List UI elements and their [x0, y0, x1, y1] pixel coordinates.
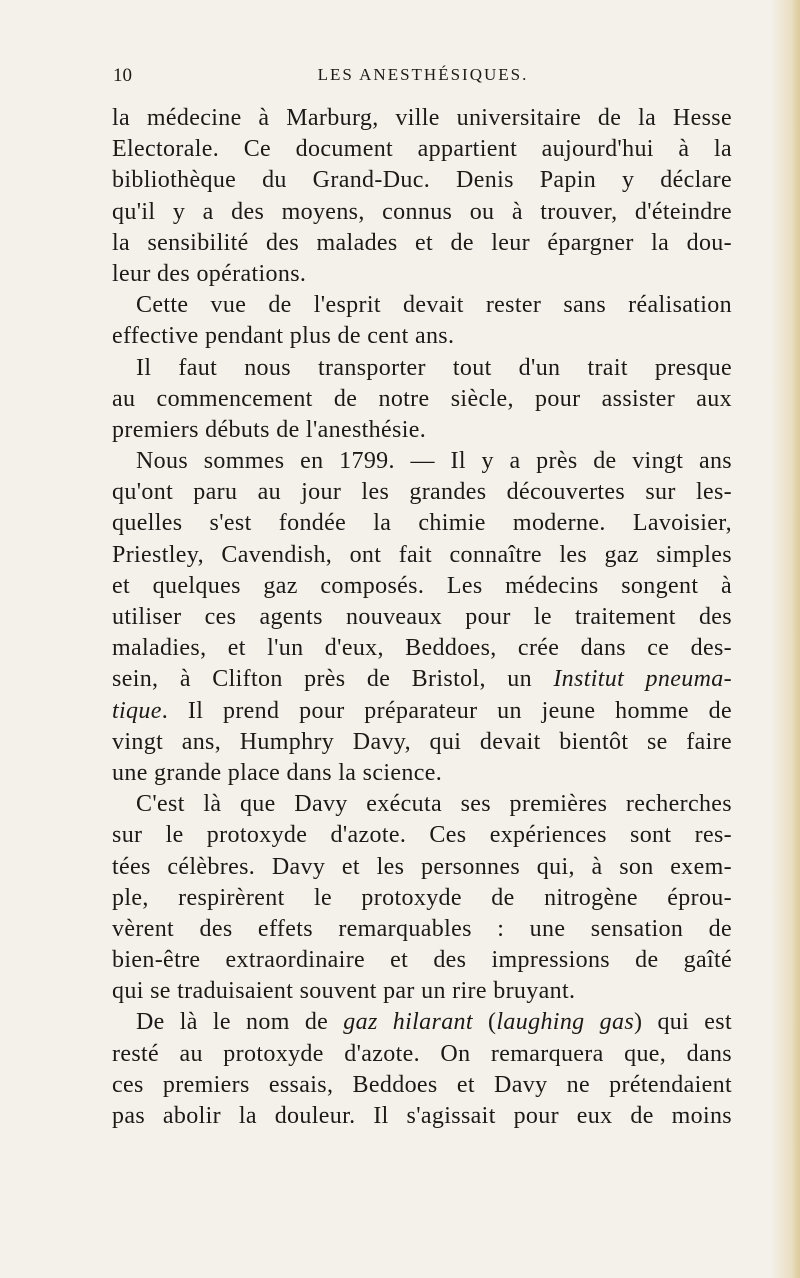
text-line: vingt ans, Humphry Davy, qui devait bientôt se faire [112, 728, 732, 755]
text-line [112, 664, 732, 695]
text-segment: sein, à Clifton près de Bristol, un [112, 666, 554, 693]
text-line [112, 1007, 732, 1038]
text-line: ple, respirèrent le protoxyde de nitrogène éprou- [112, 884, 732, 911]
text-line: sur le protoxyde d'azote. Ces expériences sont res- [112, 822, 732, 849]
text-line: Electorale. Ce document appartient aujourd'hui à la [112, 136, 732, 163]
text-segment: ) qui est [634, 1009, 732, 1036]
text-line: pas abolir la douleur. Il s'agissait pour eux de moins [112, 1103, 732, 1129]
body-text [112, 103, 732, 1132]
text-line: bibliothèque du Grand-Duc. Denis Papin y déclare [112, 167, 732, 194]
text-line: Nous sommes en 1799. — Il y a près de vingt ans [136, 448, 732, 475]
text-line: une grande place dans la science. [112, 759, 443, 786]
text-line: premiers débuts de l'anesthésie. [112, 416, 427, 443]
text-line: effective pendant plus de cent ans. [112, 323, 455, 350]
text-line: vèrent des effets remarquables : une sensation de [112, 915, 732, 942]
text-line: resté au protoxyde d'azote. On remarquera que, dans [112, 1040, 732, 1067]
running-title: LES ANESTHÉSIQUES. [317, 65, 529, 84]
text-segment: . Il prend pour préparateur un jeune homme de [161, 697, 732, 724]
text-line: qui se traduisaient souvent par un rire bruyant. [112, 978, 576, 1005]
text-line: tées célèbres. Davy et les personnes qui, à son exem- [112, 853, 732, 880]
text-line: qu'il y a des moyens, connus ou à trouver, d'éteindre [112, 198, 732, 225]
text-line: et quelques gaz composés. Les médecins songent à [112, 572, 732, 599]
text-segment: ( [472, 1009, 497, 1036]
text-line: Cette vue de l'esprit devait rester sans réalisation [136, 292, 732, 319]
text-line [112, 696, 732, 727]
italic-term: Institut pneuma- [553, 666, 732, 693]
italic-term: gaz hilarant [343, 1009, 473, 1036]
text-line: quelles s'est fondée la chimie moderne. Lavoisier, [112, 510, 732, 537]
text-line: leur des opérations. [112, 260, 307, 287]
text-line: la médecine à Marburg, ville universitaire de la Hesse [112, 105, 732, 131]
text-line: maladies, et l'un d'eux, Beddoes, crée dans ce des- [112, 635, 732, 662]
text-line: qu'ont paru au jour les grandes découvertes sur les- [112, 479, 732, 506]
text-line: utiliser ces agents nouveaux pour le traitement des [112, 604, 732, 630]
italic-term: laughing gas [496, 1009, 635, 1036]
text-line: ces premiers essais, Beddoes et Davy ne prétendaient [112, 1071, 732, 1098]
page-number: 10 [113, 65, 132, 86]
text-segment: De là le nom de [136, 1009, 344, 1036]
running-head [113, 65, 733, 89]
text-line: Priestley, Cavendish, ont fait connaître les gaz simples [112, 541, 732, 568]
page-edge-stain [770, 0, 800, 1278]
text-line: Il faut nous transporter tout d'un trait presque [136, 354, 732, 381]
text-line: bien-être extraordinaire et des impressions de gaîté [112, 947, 732, 974]
text-line: au commencement de notre siècle, pour assister aux [112, 385, 732, 412]
text-line: la sensibilité des malades et de leur épargner la dou- [112, 229, 732, 256]
italic-term: tique [112, 697, 162, 724]
text-line: C'est là que Davy exécuta ses premières recherches [136, 791, 732, 818]
